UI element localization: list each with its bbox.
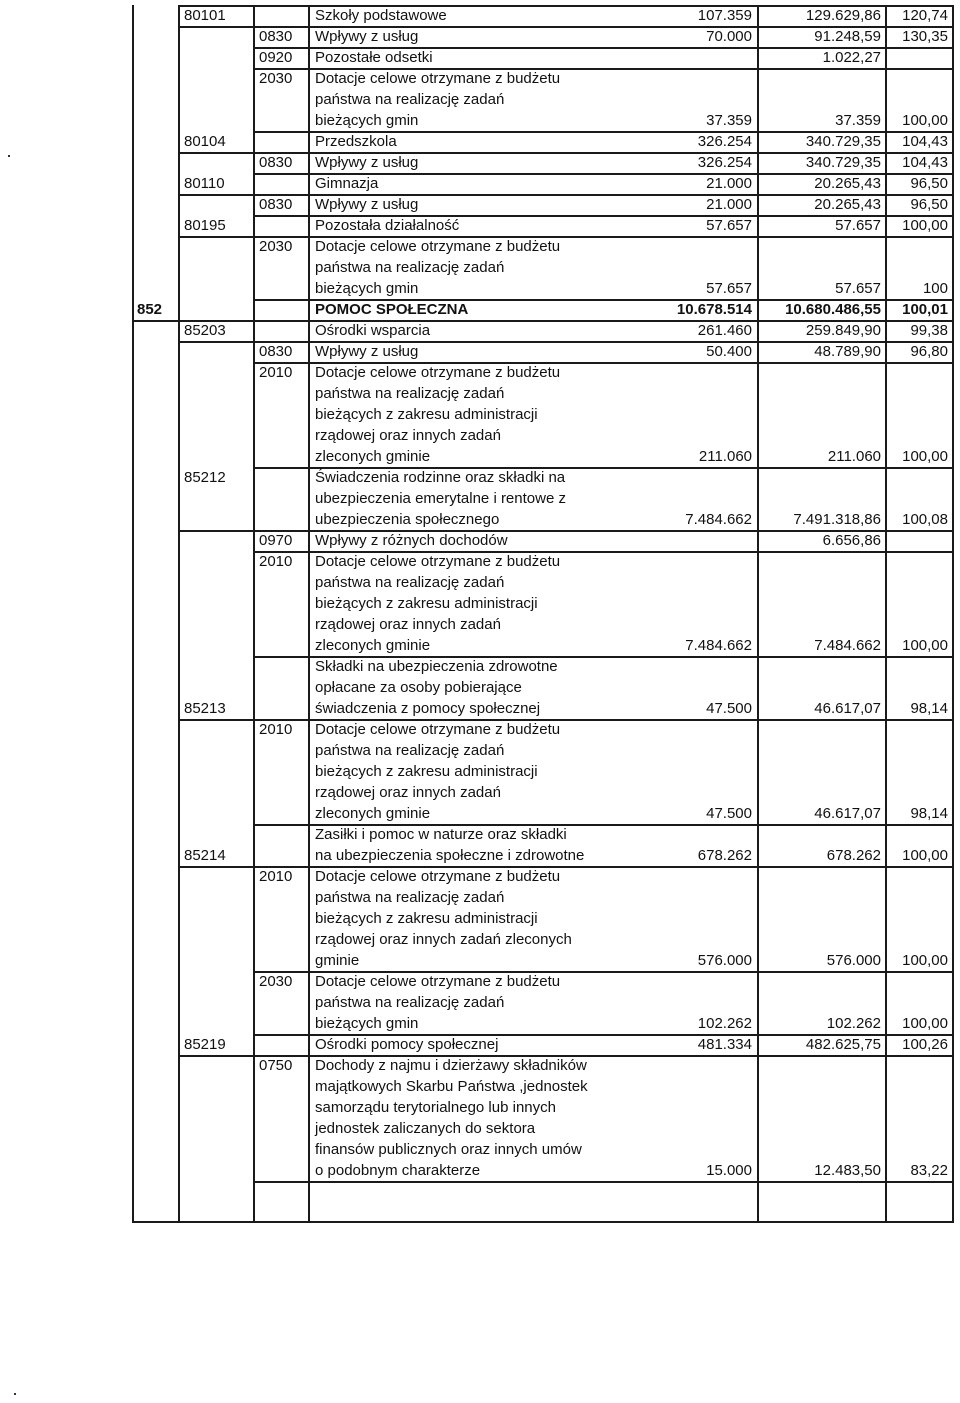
description-line: bieżących gmin: [315, 1015, 419, 1032]
percent-value: 96,50: [910, 175, 948, 192]
execution-value: 340.729,35: [805, 133, 881, 150]
paragraph-code: 0830: [259, 196, 293, 213]
percent-value: 100,00: [902, 112, 948, 129]
description-line: jednostek zaliczanych do sektora: [315, 1120, 536, 1137]
column-divider: [178, 5, 180, 1221]
percent-value: 100,08: [902, 511, 948, 528]
percent-value: 100,00: [902, 1015, 948, 1032]
description-line: Ośrodki pomocy społecznej: [315, 1036, 499, 1053]
execution-value: 46.617,07: [814, 805, 881, 822]
description-line: ubezpieczenia społecznego: [315, 511, 500, 528]
description-line: Dotacje celowe otrzymane z budżetu: [315, 553, 561, 570]
description-line: bieżących gmin: [315, 112, 419, 129]
description-line: Pozostała działalność: [315, 217, 460, 234]
execution-value: 678.262: [826, 847, 881, 864]
chapter-code: 80195: [184, 217, 226, 234]
description-line: Wpływy z różnych dochodów: [315, 532, 508, 549]
execution-value: 12.483,50: [814, 1162, 881, 1179]
paragraph-code: 2030: [259, 973, 293, 990]
description-line: Dotacje celowe otrzymane z budżetu: [315, 364, 561, 381]
execution-value: 91.248,59: [814, 28, 881, 45]
execution-value: 1.022,27: [822, 49, 881, 66]
description-line: Wpływy z usług: [315, 343, 419, 360]
scan-dot: [8, 155, 10, 157]
chapter-code: 85203: [184, 322, 226, 339]
paragraph-code: 0830: [259, 343, 293, 360]
execution-value: 48.789,90: [814, 343, 881, 360]
chapter-code: 85212: [184, 469, 226, 486]
description-line: bieżących z zakresu administracji: [315, 406, 538, 423]
plan-value: 10.678.514: [676, 301, 752, 318]
description-line: Gimnazja: [315, 175, 379, 192]
plan-value: 57.657: [706, 280, 752, 297]
description-line: państwa na realizację zadań: [315, 889, 505, 906]
description-line: Świadczenia rodzinne oraz składki na: [315, 469, 566, 486]
row-divider: [253, 1181, 954, 1183]
description-line: państwa na realizację zadań: [315, 385, 505, 402]
percent-value: 96,50: [910, 196, 948, 213]
execution-value: 46.617,07: [814, 700, 881, 717]
description-line: samorządu terytorialnego lub innych: [315, 1099, 556, 1116]
plan-value: 211.060: [698, 448, 752, 465]
percent-value: 100,00: [902, 217, 948, 234]
plan-value: 326.254: [697, 133, 752, 150]
description-line: państwa na realizację zadań: [315, 259, 505, 276]
column-divider: [952, 5, 954, 1221]
paragraph-code: 0830: [259, 28, 293, 45]
plan-value: 326.254: [697, 154, 752, 171]
description-line: zleconych gminie: [315, 805, 431, 822]
percent-value: 96,80: [910, 343, 948, 360]
column-divider: [253, 5, 255, 1221]
description-line: bieżących z zakresu administracji: [315, 763, 538, 780]
chapter-code: 85219: [184, 1036, 226, 1053]
description-line: Przedszkola: [315, 133, 397, 150]
description-line: państwa na realizację zadań: [315, 994, 505, 1011]
description-line: ubezpieczenia emerytalne i rentowe z: [315, 490, 566, 507]
percent-value: 99,38: [910, 322, 948, 339]
description-line: zleconych gminie: [315, 637, 431, 654]
execution-value: 102.262: [826, 1015, 881, 1032]
description-line: Wpływy z usług: [315, 154, 419, 171]
plan-value: 7.484.662: [685, 511, 752, 528]
paragraph-code: 2010: [259, 364, 293, 381]
chapter-code: 80104: [184, 133, 226, 150]
description-line: bieżących gmin: [315, 280, 419, 297]
plan-value: 107.359: [697, 7, 752, 24]
description-line: bieżących z zakresu administracji: [315, 595, 538, 612]
description-line: rządowej oraz innych zadań: [315, 427, 501, 444]
percent-value: 100,00: [902, 847, 948, 864]
plan-value: 37.359: [706, 112, 752, 129]
paragraph-code: 2010: [259, 721, 293, 738]
execution-value: 6.656,86: [822, 532, 881, 549]
paragraph-code: 0750: [259, 1057, 293, 1074]
description-line: państwa na realizację zadań: [315, 574, 505, 591]
plan-value: 102.262: [697, 1015, 752, 1032]
paragraph-code: 2010: [259, 868, 293, 885]
percent-value: 104,43: [902, 133, 948, 150]
plan-value: 70.000: [706, 28, 752, 45]
percent-value: 100,01: [902, 301, 948, 318]
plan-value: 21.000: [706, 196, 752, 213]
percent-value: 100,00: [902, 952, 948, 969]
execution-value: 576.000: [826, 952, 881, 969]
plan-value: 50.400: [706, 343, 752, 360]
execution-value: 7.491.318,86: [793, 511, 881, 528]
description-line: POMOC SPOŁECZNA: [315, 301, 469, 318]
paragraph-code: 0830: [259, 154, 293, 171]
percent-value: 120,74: [902, 7, 948, 24]
description-line: Wpływy z usług: [315, 28, 419, 45]
paragraph-code: 2030: [259, 238, 293, 255]
execution-value: 129.629,86: [805, 7, 881, 24]
description-line: Dotacje celowe otrzymane z budżetu: [315, 70, 561, 87]
description-line: majątkowych Skarbu Państwa ,jednostek: [315, 1078, 588, 1095]
description-line: rządowej oraz innych zadań: [315, 616, 501, 633]
column-divider: [308, 5, 310, 1221]
description-line: państwa na realizację zadań: [315, 91, 505, 108]
execution-value: 259.849,90: [805, 322, 881, 339]
paragraph-code: 0920: [259, 49, 293, 66]
description-line: Dotacje celowe otrzymane z budżetu: [315, 868, 561, 885]
execution-value: 340.729,35: [805, 154, 881, 171]
description-line: państwa na realizację zadań: [315, 742, 505, 759]
execution-value: 57.657: [835, 280, 881, 297]
description-line: Wpływy z usług: [315, 196, 419, 213]
description-line: Szkoły podstawowe: [315, 7, 447, 24]
execution-value: 37.359: [835, 112, 881, 129]
description-line: o podobnym charakterze: [315, 1162, 481, 1179]
plan-value: 15.000: [706, 1162, 752, 1179]
section-code: 852: [137, 301, 163, 318]
scan-dot: [14, 1393, 16, 1395]
execution-value: 20.265,43: [814, 175, 881, 192]
description-line: Pozostałe odsetki: [315, 49, 433, 66]
description-line: Zasiłki i pomoc w naturze oraz składki: [315, 826, 567, 843]
description-line: na ubezpieczenia społeczne i zdrowotne: [315, 847, 585, 864]
chapter-code: 85214: [184, 847, 226, 864]
percent-value: 83,22: [910, 1162, 948, 1179]
plan-value: 47.500: [706, 805, 752, 822]
plan-value: 7.484.662: [685, 637, 752, 654]
description-line: Dotacje celowe otrzymane z budżetu: [315, 973, 561, 990]
plan-value: 481.334: [697, 1036, 752, 1053]
execution-value: 10.680.486,55: [785, 301, 881, 318]
chapter-code: 85213: [184, 700, 226, 717]
percent-value: 100,00: [902, 448, 948, 465]
percent-value: 98,14: [910, 805, 948, 822]
description-line: świadczenia z pomocy społecznej: [315, 700, 541, 717]
percent-value: 100: [922, 280, 948, 297]
percent-value: 104,43: [902, 154, 948, 171]
description-line: Ośrodki wsparcia: [315, 322, 431, 339]
description-line: Dotacje celowe otrzymane z budżetu: [315, 721, 561, 738]
paragraph-code: 2030: [259, 70, 293, 87]
description-line: Dotacje celowe otrzymane z budżetu: [315, 238, 561, 255]
description-line: rządowej oraz innych zadań zleconych: [315, 931, 572, 948]
execution-value: 57.657: [835, 217, 881, 234]
row-divider: [132, 1221, 954, 1223]
paragraph-code: 2010: [259, 553, 293, 570]
execution-value: 20.265,43: [814, 196, 881, 213]
percent-value: 98,14: [910, 700, 948, 717]
chapter-code: 80101: [184, 7, 226, 24]
plan-value: 576.000: [697, 952, 752, 969]
plan-value: 21.000: [706, 175, 752, 192]
percent-value: 100,26: [902, 1036, 948, 1053]
percent-value: 100,00: [902, 637, 948, 654]
percent-value: 130,35: [902, 28, 948, 45]
description-line: zleconych gminie: [315, 448, 431, 465]
description-line: rządowej oraz innych zadań: [315, 784, 501, 801]
plan-value: 47.500: [706, 700, 752, 717]
column-divider: [132, 5, 134, 1221]
plan-value: 57.657: [706, 217, 752, 234]
execution-value: 7.484.662: [814, 637, 881, 654]
plan-value: 678.262: [697, 847, 752, 864]
plan-value: 261.460: [697, 322, 752, 339]
description-line: bieżących z zakresu administracji: [315, 910, 538, 927]
description-line: opłacane za osoby pobierające: [315, 679, 522, 696]
execution-value: 211.060: [827, 448, 881, 465]
description-line: gminie: [315, 952, 360, 969]
execution-value: 482.625,75: [805, 1036, 881, 1053]
description-line: finansów publicznych oraz innych umów: [315, 1141, 582, 1158]
chapter-code: 80110: [184, 175, 225, 192]
description-line: Składki na ubezpieczenia zdrowotne: [315, 658, 558, 675]
paragraph-code: 0970: [259, 532, 293, 549]
description-line: Dochody z najmu i dzierżawy składników: [315, 1057, 587, 1074]
